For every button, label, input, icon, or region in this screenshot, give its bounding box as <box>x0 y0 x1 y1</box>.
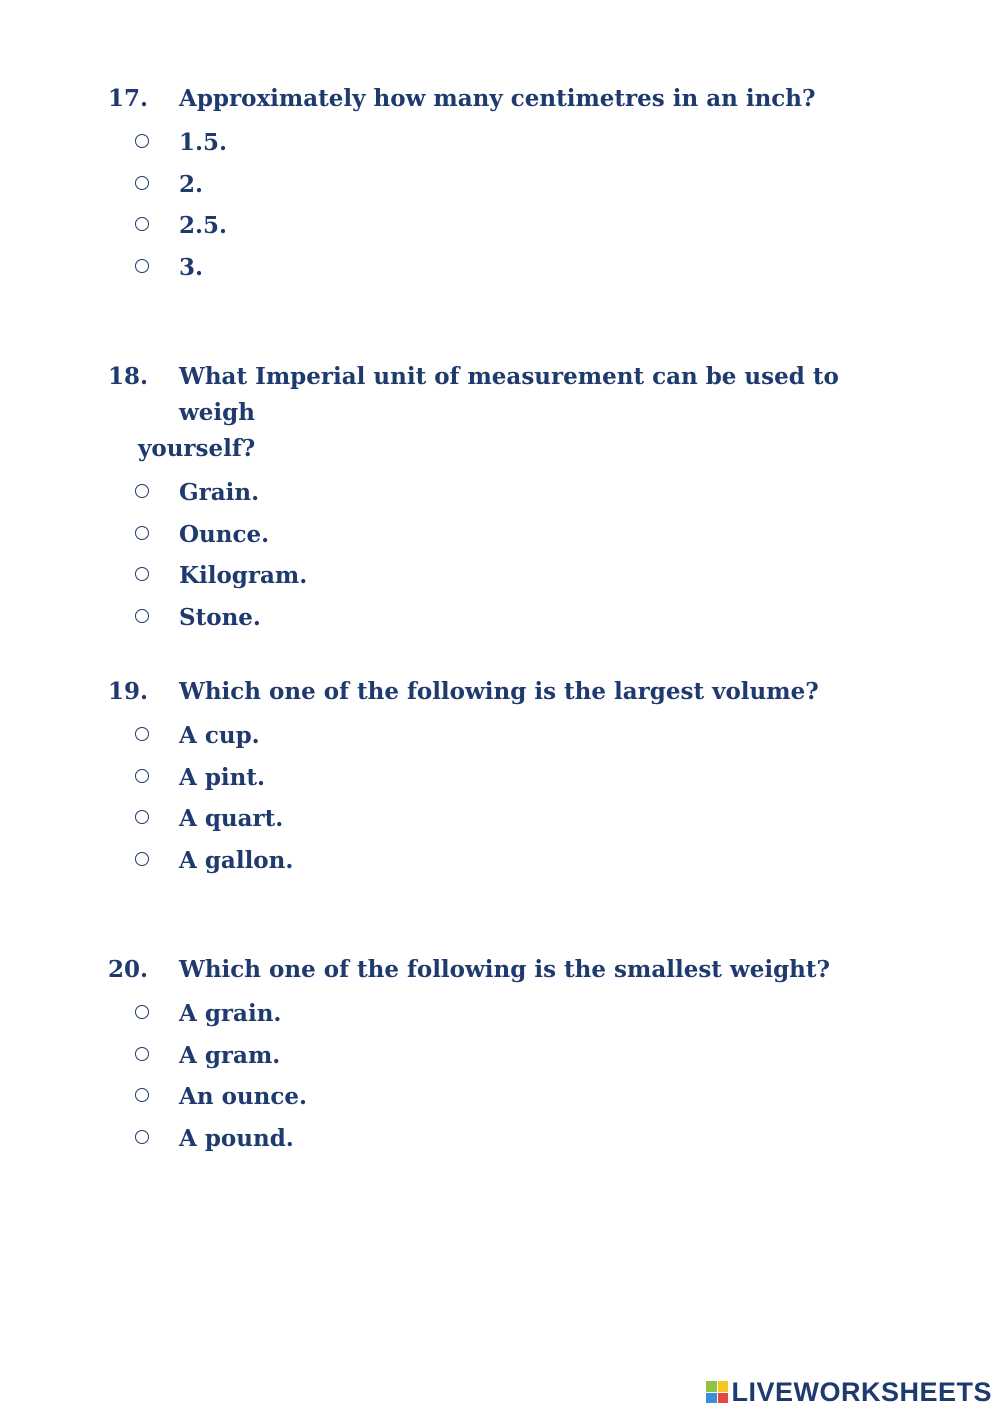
liveworksheets-logo-icon <box>706 1381 728 1403</box>
question-text: Approximately how many centimetres in an inch? <box>179 85 816 112</box>
radio-button[interactable] <box>135 259 149 273</box>
question-text: Which one of the following is the largest volume? <box>179 678 819 705</box>
question-prompt <box>108 81 908 117</box>
question-20 <box>108 952 908 1159</box>
answer-options <box>108 715 908 881</box>
option-item[interactable] <box>108 247 908 289</box>
option-label[interactable]: A grain. <box>179 1000 282 1027</box>
radio-button[interactable] <box>135 609 149 623</box>
question-prompt <box>108 952 908 988</box>
option-label[interactable]: Ounce. <box>179 520 270 548</box>
option-label[interactable]: A pint. <box>179 763 266 791</box>
radio-button[interactable] <box>135 176 149 190</box>
question-prompt <box>108 674 908 710</box>
option-item[interactable] <box>108 993 908 1035</box>
option-item[interactable] <box>108 840 908 882</box>
option-label[interactable]: A cup. <box>179 722 260 749</box>
option-item[interactable] <box>108 1076 908 1118</box>
answer-options <box>108 993 908 1159</box>
option-item[interactable] <box>108 472 908 514</box>
option-item[interactable] <box>108 205 908 247</box>
option-item[interactable] <box>108 1035 908 1077</box>
option-label[interactable]: An ounce. <box>179 1083 308 1110</box>
logo-text: LIVEWORKSHEETS <box>731 1376 992 1407</box>
question-text: Which one of the following is the smallest weight? <box>179 956 830 983</box>
option-label[interactable]: Grain. <box>179 479 260 506</box>
option-item[interactable] <box>108 514 908 556</box>
radio-button[interactable] <box>135 1088 149 1102</box>
radio-button[interactable] <box>135 852 149 866</box>
radio-button[interactable] <box>135 484 149 498</box>
option-label[interactable]: 1.5. <box>179 129 228 156</box>
radio-button[interactable] <box>135 1130 149 1144</box>
radio-button[interactable] <box>135 810 149 824</box>
option-label[interactable]: Stone. <box>179 603 261 631</box>
question-text: What Imperial unit of measurement can be used to weigh <box>179 363 839 426</box>
option-label[interactable]: A pound. <box>179 1124 294 1152</box>
option-item[interactable] <box>108 715 908 757</box>
option-item[interactable] <box>108 164 908 206</box>
question-number: 20. <box>108 956 149 983</box>
question-number: 17. <box>108 85 149 112</box>
option-label[interactable]: 2.5. <box>179 212 228 239</box>
option-label[interactable]: A gallon. <box>179 846 294 874</box>
question-prompt <box>108 359 908 467</box>
option-item[interactable] <box>108 597 908 639</box>
radio-button[interactable] <box>135 526 149 540</box>
option-label[interactable]: A quart. <box>179 805 284 832</box>
question-19 <box>108 674 908 881</box>
option-label[interactable]: A gram. <box>179 1041 281 1069</box>
option-label[interactable]: 2. <box>179 170 204 198</box>
answer-options <box>108 472 908 638</box>
option-item[interactable] <box>108 757 908 799</box>
question-18 <box>108 359 908 638</box>
question-number: 19. <box>108 678 149 705</box>
question-17 <box>108 81 908 288</box>
option-item[interactable] <box>108 122 908 164</box>
option-label[interactable]: 3. <box>179 253 204 281</box>
option-item[interactable] <box>108 555 908 597</box>
radio-button[interactable] <box>135 727 149 741</box>
liveworksheets-logo[interactable] <box>706 1377 992 1407</box>
option-label[interactable]: Kilogram. <box>179 562 308 589</box>
radio-button[interactable] <box>135 1047 149 1061</box>
radio-button[interactable] <box>135 217 149 231</box>
answer-options <box>108 122 908 288</box>
radio-button[interactable] <box>135 134 149 148</box>
question-number: 18. <box>108 363 149 390</box>
radio-button[interactable] <box>135 567 149 581</box>
option-item[interactable] <box>108 798 908 840</box>
radio-button[interactable] <box>135 1005 149 1019</box>
option-item[interactable] <box>108 1118 908 1160</box>
question-text-continued: yourself? <box>138 435 256 462</box>
radio-button[interactable] <box>135 769 149 783</box>
